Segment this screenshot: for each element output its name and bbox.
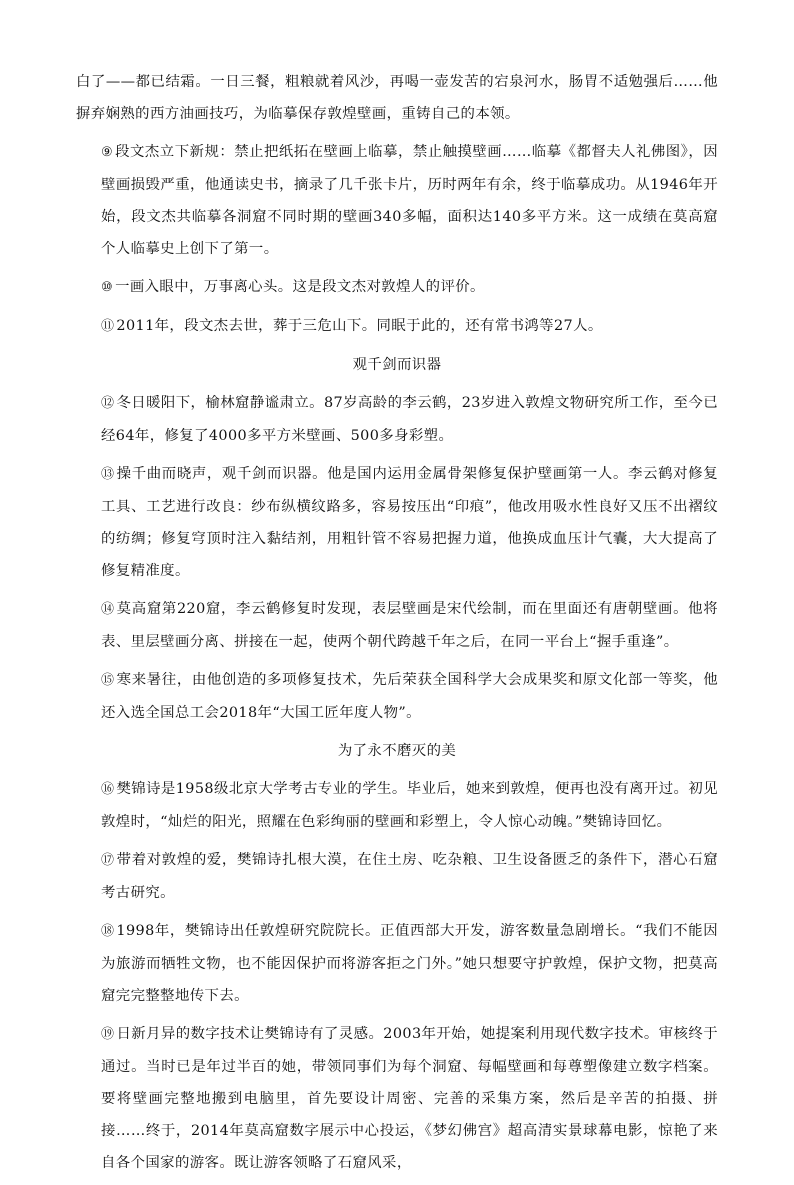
- paragraph-12: [76, 387, 718, 452]
- paragraph-text: 2011年，段文杰去世，葬于三危山下。同眠于此的，还有常书鸿等27人。: [116, 318, 603, 334]
- paragraph-marker: ⑭: [101, 602, 115, 617]
- paragraph-17: [76, 844, 718, 909]
- paragraph-marker: ⑰: [101, 853, 115, 868]
- paragraph-text: 冬日暖阳下，榆林窟静谧肃立。87岁高龄的李云鹤，23岁进入敦煌文物研究所工作，至今已经64年，修复了4000多平方米壁画、500多身彩塑。: [101, 395, 718, 444]
- paragraph-14: [76, 593, 718, 658]
- paragraph-marker: ⑨: [101, 145, 114, 160]
- paragraph-marker: ⑮: [101, 673, 115, 688]
- paragraph-text: 带着对敦煌的爱，樊锦诗扎根大漠，在住土房、吃杂粮、卫生设备匮乏的条件下，潜心石窟考古研究。: [101, 852, 718, 901]
- paragraph-13: [76, 458, 718, 587]
- paragraph-text: 段文杰立下新规：禁止把纸拓在壁画上临摹，禁止触摸壁画……临摹《都督夫人礼佛图》，因壁画损毁严重，他通读史书，摘录了几千张卡片，历时两年有余，终于临摹成功。从1946年开始，段文杰共临摹各洞窟不同时期的壁画340多幅，面积达140多平方米。这一成绩在莫高窟个人临摹史上创下了第一。: [101, 144, 718, 257]
- paragraph-text: 寒来暑往，由他创造的多项修复技术，先后荣获全国科学大会成果奖和原文化部一等奖，他还入选全国总工会2018年“大国工匠年度人物”。: [101, 672, 718, 721]
- paragraph-marker: ⑬: [101, 467, 115, 482]
- section-heading: 为了永不磨灭的美: [337, 743, 457, 759]
- continuation-paragraph: 白了——都已结霜。一日三餐，粗粮就着风沙，再喝一壶发苦的宕泉河水，肠胃不适勉强后……他摒弃娴熟的西方油画技巧，为临摹保存敦煌壁画，重铸自己的本领。: [76, 74, 718, 122]
- paragraph-text: 1998年，樊锦诗出任敦煌研究院院长。正值西部大开发，游客数量急剧增长。“我们不能因为旅游而牺牲文物，也不能因保护而将游客拒之门外。”她只想要守护敦煌，保护文物，把莫高窟完完整整地传下去。: [101, 923, 718, 1004]
- paragraph-marker: ⑩: [101, 280, 114, 295]
- paragraph-text: 一画入眼中，万事离心头。这是段文杰对敦煌人的评价。: [115, 279, 485, 295]
- paragraph-18: [76, 915, 718, 1012]
- paragraph-text: 樊锦诗是1958级北京大学考古专业的学生。毕业后，她来到敦煌，便再也没有离开过。初见敦煌时，“灿烂的阳光，照耀在色彩绚丽的壁画和彩塑上，令人惊心动魄。”樊锦诗回忆。: [101, 781, 718, 830]
- paragraph-15: [76, 664, 718, 729]
- paragraph-marker: ⑪: [101, 319, 115, 334]
- paragraph-text: 莫高窟第220窟，李云鹤修复时发现，表层壁画是宋代绘制，而在里面还有唐朝壁画。他将表、里层壁画分离、拼接在一起，使两个朝代跨越千年之后，在同一平台上“握手重逢”。: [101, 601, 718, 650]
- paragraph-text: 日新月异的数字技术让樊锦诗有了灵感。2003年开始，她提案利用现代数字技术。审核终于通过。当时已是年过半百的她，带领同事们为每个洞窟、每幅壁画和每尊塑像建立数字档案。要将壁画完整地搬到电脑里，首先要设计周密、完善的采集方案，然后是辛苦的拍摄、拼接……终于，2014年莫高窟数字展示中心投运，《梦幻佛宫》超高清实景球幕电影，惊艳了来自各个国家的游客。既让游客领略了石窟风采，: [101, 1026, 718, 1171]
- paragraph-19: [76, 1018, 718, 1179]
- paragraph-marker: ⑲: [101, 1027, 115, 1042]
- paragraph-9: [76, 136, 718, 265]
- document-page: [76, 66, 718, 1185]
- paragraph-text: 操千曲而晓声，观千剑而识器。他是国内运用金属骨架修复保护壁画第一人。李云鹤对修复工具、工艺进行改良：纱布纵横纹路多，容易按压出“印痕”，他改用吸水性良好又压不出褶纹的纺绸；修复穹顶时注入黏结剂，用粗针管不容易把握力道，他换成血压计气囊，大大提高了修复精准度。: [101, 466, 718, 579]
- paragraph-marker: ⑫: [101, 396, 115, 411]
- paragraph-marker: ⑯: [101, 782, 115, 797]
- paragraph-11: [76, 310, 718, 343]
- paragraph-marker: ⑱: [101, 924, 115, 939]
- paragraph-16: [76, 773, 718, 838]
- section-heading: 观千剑而识器: [352, 357, 442, 373]
- paragraph-10: [76, 271, 718, 304]
